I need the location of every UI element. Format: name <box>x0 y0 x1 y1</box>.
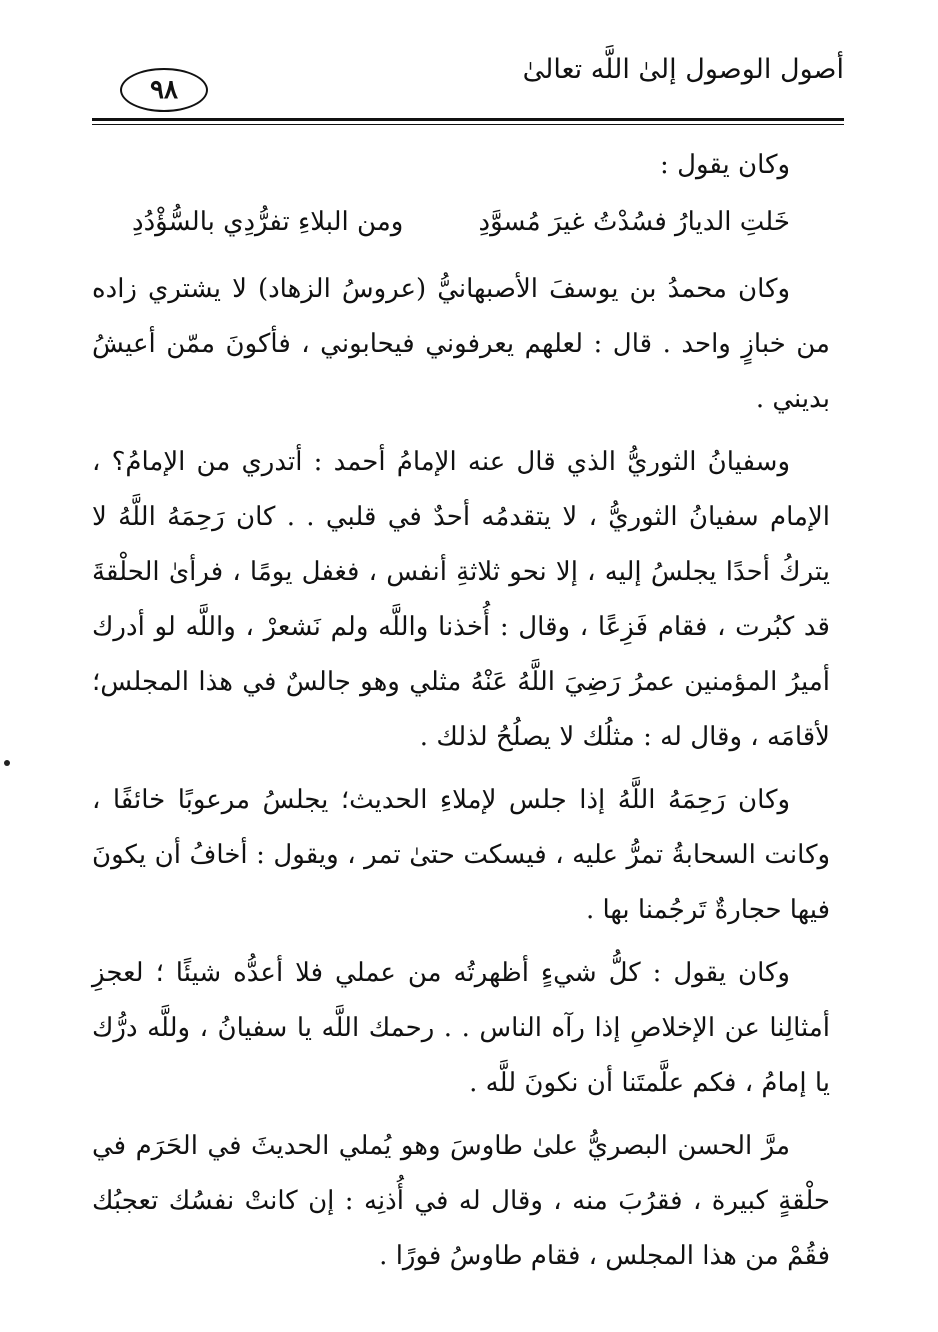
verse-second-hemistich: ومن البلاءِ تفرُّدِي بالسُّؤْدُدِ <box>132 207 404 237</box>
scan-speck <box>4 760 10 766</box>
paragraph: وكان رَحِمَهُ اللَّهُ إذا جلس لإملاءِ الحديث؛ يجلسُ مرعوبًا خائفًا ، وكانت السحابةُ تمرُّ عليه ، فيسكت حتىٰ تمر ، ويقول : أخافُ أن يكونَ فيها حجارةٌ تَرجُمنا بها . <box>92 785 830 925</box>
header-title: أصول الوصول إلىٰ اللَّه تعالىٰ <box>522 54 844 85</box>
verse-first-hemistich: خَلتِ الديارُ فسُدْتُ غيرَ مُسوَّدِ <box>478 207 790 237</box>
intro-line: وكان يقول : <box>660 150 790 180</box>
running-header <box>92 40 844 118</box>
paragraph: مرَّ الحسن البصريُّ علىٰ طاوسَ وهو يُملي الحديثَ في الحَرَم في حلْقةٍ كبيرة ، فقرُبَ منه ، وقال له في أُذنِه : إن كانتْ نفسُك تعجبُك فقُمْ من هذا المجلس ، فقام طاوسُ فورًا . <box>92 1131 830 1271</box>
poetry-verse <box>92 195 830 250</box>
header-rule <box>92 118 844 121</box>
page-body <box>92 138 830 1284</box>
paragraph: وكان محمدُ بن يوسفَ الأصبهانيُّ (عروسُ الزهاد) لا يشتري زاده من خبازٍ واحد . قال : لعلهم يعرفوني فيحابوني ، فأكونَ ممّن أعيشُ بديني . <box>92 274 830 414</box>
paragraph: وكان يقول : كلُّ شيءٍ أظهرتُه من عملي فلا أعدُّه شيئًا ؛ لعجزِ أمثالِنا عن الإخلاصِ إذا رآه الناس . . رحمك اللَّه يا سفيانُ ، وللَّه درُّك يا إمامُ ، فكم علَّمتَنا أن نكونَ للَّه . <box>92 958 830 1098</box>
paragraph: وسفيانُ الثوريُّ الذي قال عنه الإمامُ أحمد : أتدري من الإمامُ؟ ، الإمام سفيانُ الثوريُّ ، لا يتقدمُه أحدٌ في قلبي . . كان رَحِمَهُ اللَّهُ لا يتركُ أحدًا يجلسُ إليه ، إلا نحو ثلاثةِ أنفس ، فغفل يومًا ، فرأىٰ الحلْقةَ قد كبُرت ، فقام فَزِعًا ، وقال : أُخذنا واللَّه ولم نَشعرْ ، واللَّه لو أدرك أميرُ المؤمنين عمرُ رَضِيَ اللَّهُ عَنْهُ مثلي وهو جالسٌ في هذا المجلس؛ لأقامَه ، وقال له : مثلُك لا يصلُحُ لذلك . <box>92 447 830 752</box>
header-rule-thin <box>92 124 844 125</box>
page-number-badge <box>120 68 208 112</box>
page-number: ٩٨ <box>150 75 178 105</box>
